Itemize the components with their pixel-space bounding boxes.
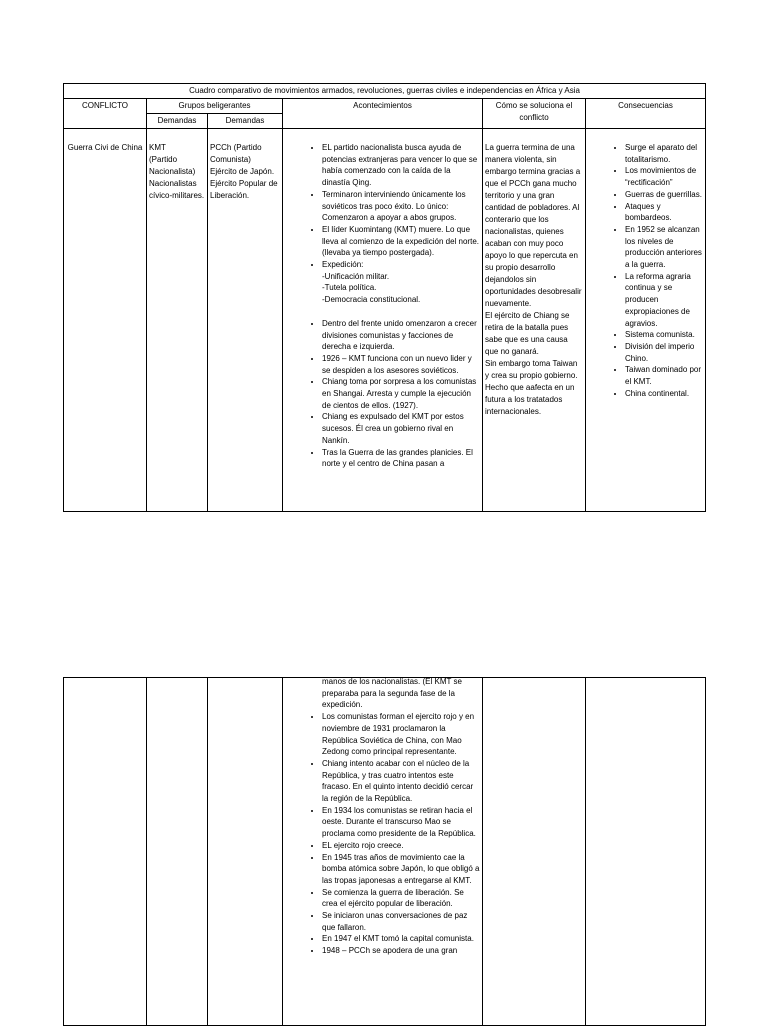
comparison-table bbox=[63, 83, 706, 512]
list-item: • Guerras de guerrillas. bbox=[625, 189, 703, 201]
list-item: • Chiang intento acabar con el núcleo de la República, y tras cuatro intentos este fracaso. En el quinto intento decidió cercar la región de la República. bbox=[322, 758, 480, 805]
header-demandas-2: Demandas bbox=[208, 114, 283, 129]
list-item: • Ataques y bombardeos. bbox=[625, 201, 703, 224]
list-item: • Sistema comunista. bbox=[625, 329, 703, 341]
list-item: • Chiang es expulsado del KMT por estos sucesos. Él crea un gobierno rival en Nankín. bbox=[322, 411, 480, 446]
list-item: • El líder Kuomintang (KMT) muere. Lo que lleva al comienzo de la expedición del norte. (llevaba ya tiempo postergada). bbox=[322, 224, 480, 259]
list-item: • En 1952 se alcanzan los niveles de producción anteriores a la guerra. bbox=[625, 224, 703, 271]
header-consecuencias: Consecuencias bbox=[586, 99, 706, 129]
table-title: Cuadro comparativo de movimientos armados, revoluciones, guerras civiles e independencias en África y Asia bbox=[64, 84, 706, 99]
comparison-table-continued bbox=[63, 677, 706, 1026]
empty-cell bbox=[586, 678, 706, 1026]
resolution-cell: La guerra termina de una manera violenta, sin embargo termina gracias a que el PCCh gana mucho territorio y una gran cantidad de pobladores. Al conterario que los nacionalistas, quienes acaban con muy poco apoyo lo que repercuta en su propio desarrollo dejandolos sin oportunidades desobresalir nuevamente. El ejército de Chiang se retira de la batalla pues sabe que es una causa que no ganará. Sin embargo toma Taiwan y crea su propio gobierno. Hecho que aafecta en un futura a los tratatados internacionales. bbox=[483, 129, 586, 512]
list-item: • Taiwan dominado por el KMT. bbox=[625, 364, 703, 387]
header-acontecimientos: Acontecimientos bbox=[283, 99, 483, 129]
list-item: • Chiang toma por sorpresa a los comunistas en Shangai. Arresta y cumple la ejecución de cientos de ellos. (1927). bbox=[322, 376, 480, 411]
list-item: • Dentro del frente unido omenzaron a crecer divisiones comunistas y facciones de derecha e izquierda. bbox=[322, 318, 480, 353]
list-item: • Se comienza la guerra de liberación. Se crea el ejército popular de liberación. bbox=[322, 887, 480, 910]
events-cell bbox=[283, 129, 483, 512]
list-item: • En 1934 los comunistas se retiran hacia el oeste. Durante el transcurso Mao se proclama como presidente de la República. bbox=[322, 805, 480, 840]
header-demandas-1: Demandas bbox=[147, 114, 208, 129]
list-item: • En 1945 tras años de movimiento cae la bomba atómica sobre Japón, lo que obligó a las tropas japonesas a entregarse al KMT. bbox=[322, 852, 480, 887]
header-conflicto: CONFLICTO bbox=[64, 99, 147, 129]
expedition-subitems: -Unificación militar. -Tutela política. -Democracia constitucional. bbox=[322, 271, 421, 305]
continued-text: manos de los nacionalistas. (El KMT se preparaba para la segunda fase de la expedición. bbox=[322, 677, 462, 710]
empty-cell bbox=[147, 678, 208, 1026]
list-item: • Terminaron interviniendo únicamente los soviéticos tras poco éxito. Lo único: Comenzaron a apoyar a abos grupos. bbox=[322, 189, 480, 224]
events-cell-continued bbox=[283, 678, 483, 1026]
empty-cell bbox=[64, 678, 147, 1026]
consequences-cell bbox=[586, 129, 706, 512]
header-solucion: Cómo se soluciona el conflicto bbox=[483, 99, 586, 129]
list-item: • Los movimientos de “rectificación” bbox=[625, 165, 703, 188]
consequences-list bbox=[588, 142, 703, 399]
list-item: • EL partido nacionalista busca ayuda de potencias extranjeras para vencer lo que se había comenzado con la caída de la dinastía Qing. bbox=[322, 142, 480, 189]
events-list-continued bbox=[285, 711, 480, 957]
group-pcch: PCCh (Partido Comunista) Ejército de Japón. Ejército Popular de Liberación. bbox=[208, 129, 283, 512]
list-item: • Los comunistas forman el ejercito rojo y en noviembre de 1931 proclamaron la República Soviética de China, con Mao Zedong como principal representante. bbox=[322, 711, 480, 758]
list-item: • China continental. bbox=[625, 388, 703, 400]
list-item: • Expedición: bbox=[322, 259, 480, 271]
empty-cell bbox=[208, 678, 283, 1026]
group-kmt: KMT (Partido Nacionalista) Nacionalistas cívico-militares. bbox=[147, 129, 208, 512]
list-item: • 1926 – KMT funciona con un nuevo lider y se despiden a los asesores soviéticos. bbox=[322, 353, 480, 376]
list-item: • Se iniciaron unas conversaciones de paz que fallaron. bbox=[322, 910, 480, 933]
list-item: • Tras la Guerra de las grandes planicies. El norte y el centro de China pasan a bbox=[322, 447, 480, 470]
list-item: • 1948 – PCCh se apodera de una gran bbox=[322, 945, 480, 957]
events-list bbox=[285, 142, 480, 470]
list-item: • Surge el aparato del totalitarismo. bbox=[625, 142, 703, 165]
header-grupos: Grupos beligerantes bbox=[147, 99, 283, 114]
conflict-name: Guerra Civi de China bbox=[64, 129, 147, 512]
list-item: • En 1947 el KMT tomó la capital comunista. bbox=[322, 933, 480, 945]
empty-cell bbox=[483, 678, 586, 1026]
list-item: • La reforma agraria continua y se producen expropiaciones de agravios. bbox=[625, 271, 703, 330]
list-item: • División del imperio Chino. bbox=[625, 341, 703, 364]
list-spacer bbox=[322, 306, 480, 318]
list-item: • EL ejercito rojo creece. bbox=[322, 840, 480, 852]
